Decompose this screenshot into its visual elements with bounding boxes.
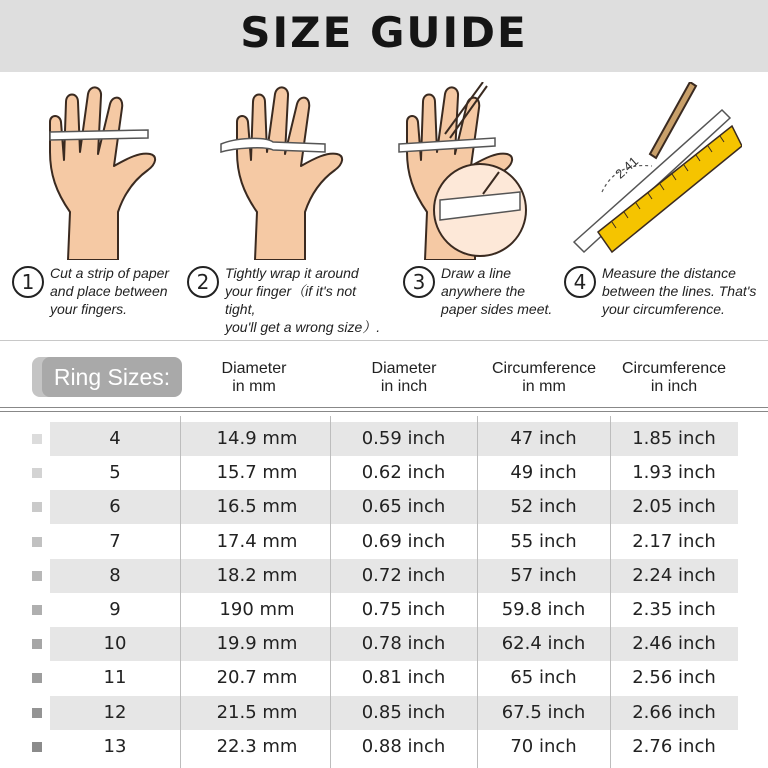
cell-circumference-inch: 2.24 inch (632, 564, 716, 586)
header-diameter-inch: Diameter in inch (371, 360, 437, 395)
table-row (0, 456, 768, 490)
cell-circumference-inch: 2.46 inch (632, 633, 716, 655)
cell-diameter-inch: 0.88 inch (361, 735, 446, 757)
ruler-measurement-label: 2.41 (612, 153, 642, 182)
cell-diameter-inch: 0.62 inch (361, 462, 446, 484)
cell-circumference-mm: 55 inch (510, 530, 577, 552)
cell-circumference-mm: 67.5 inch (501, 701, 586, 723)
cell-ring-size: 6 (109, 496, 121, 518)
table-row (0, 661, 768, 695)
cell-circumference-inch: 1.93 inch (632, 462, 716, 484)
cell-diameter-inch: 0.75 inch (361, 599, 446, 620)
cell-circumference-inch: 2.05 inch (632, 496, 716, 518)
cell-diameter-inch: 0.78 inch (361, 633, 446, 655)
cell-ring-size: 13 (103, 735, 127, 757)
cell-ring-size: 12 (103, 701, 127, 723)
header-circumference-inch: Circumference in inch (621, 360, 727, 395)
step-1-number: 1 (12, 266, 44, 298)
column-separator (330, 416, 331, 768)
cell-diameter-inch: 0.69 inch (361, 530, 446, 552)
cell-ring-size: 10 (103, 633, 127, 655)
cell-circumference-mm: 47 inch (510, 428, 577, 449)
cell-circumference-mm: 49 inch (510, 462, 577, 484)
table-row (0, 627, 768, 661)
cell-circumference-mm: 57 inch (510, 564, 577, 586)
column-separator (477, 416, 478, 768)
cell-diameter-mm: 21.5 mm (216, 701, 298, 723)
cell-circumference-inch: 2.35 inch (632, 599, 716, 620)
cell-diameter-inch: 0.85 inch (361, 701, 446, 723)
cell-diameter-inch: 0.81 inch (361, 667, 446, 689)
row-marker (32, 639, 42, 649)
cell-circumference-inch: 2.17 inch (632, 530, 716, 552)
row-marker (32, 605, 42, 615)
cell-diameter-mm: 14.9 mm (216, 428, 298, 449)
cell-circumference-mm: 59.8 inch (501, 599, 586, 620)
table-row (0, 525, 768, 559)
row-marker (32, 468, 42, 478)
cell-diameter-mm: 17.4 mm (216, 530, 298, 552)
cell-circumference-inch: 1.85 inch (632, 428, 716, 449)
column-separator (180, 416, 181, 768)
cell-diameter-mm: 19.9 mm (216, 633, 298, 655)
step-2-illustration (215, 82, 385, 260)
cell-diameter-mm: 22.3 mm (216, 735, 298, 757)
cell-circumference-mm: 52 inch (510, 496, 577, 518)
step-1-caption (12, 264, 192, 324)
cell-circumference-mm: 70 inch (510, 735, 577, 757)
ring-sizes-label: Ring Sizes: (42, 357, 182, 397)
cell-circumference-inch: 2.66 inch (632, 701, 716, 723)
page-title: SIZE GUIDE (240, 8, 528, 57)
cell-ring-size: 7 (109, 530, 121, 552)
ring-sizes-badge (32, 357, 182, 397)
row-marker (32, 434, 42, 444)
cell-circumference-inch: 2.76 inch (632, 735, 716, 757)
table-header-rule (0, 407, 768, 408)
row-marker (32, 742, 42, 752)
row-marker (32, 571, 42, 581)
step-3-text: Draw a line anywhere the paper sides meet. (441, 265, 553, 317)
table-row (0, 593, 768, 627)
cell-diameter-mm: 20.7 mm (216, 667, 298, 689)
row-marker (32, 673, 42, 683)
step-3-number: 3 (403, 266, 435, 298)
header-diameter-mm: Diameter in mm (221, 360, 287, 395)
column-separator (610, 416, 611, 768)
cell-diameter-inch: 0.65 inch (361, 496, 446, 518)
step-3-caption (403, 264, 563, 324)
table-row (0, 730, 768, 764)
cell-circumference-mm: 62.4 inch (501, 633, 586, 655)
step-2-number: 2 (187, 266, 219, 298)
table-row (0, 696, 768, 730)
cell-ring-size: 11 (103, 667, 127, 689)
cell-circumference-inch: 2.56 inch (632, 667, 716, 689)
table-row (0, 559, 768, 593)
step-2-caption (187, 264, 387, 335)
row-marker (32, 502, 42, 512)
step-2-text: Tightly wrap it around your finger（if it's not tight, you'll get a wrong size）. (225, 265, 381, 335)
table-row (0, 422, 768, 456)
step-1-illustration (28, 82, 198, 260)
section-divider (0, 340, 768, 341)
table-header-rule-secondary (0, 411, 768, 412)
cell-ring-size: 8 (109, 564, 121, 586)
step-4-number: 4 (564, 266, 596, 298)
step-1-text: Cut a strip of paper and place between your fingers. (50, 265, 170, 317)
cell-diameter-inch: 0.72 inch (361, 564, 446, 586)
table-row (0, 490, 768, 524)
row-marker (32, 708, 42, 718)
row-marker (32, 537, 42, 547)
cell-ring-size: 4 (109, 428, 121, 449)
header-bar (0, 0, 768, 72)
cell-diameter-inch: 0.59 inch (361, 428, 446, 449)
cell-diameter-mm: 18.2 mm (216, 564, 298, 586)
step-4-caption (564, 264, 764, 324)
cell-circumference-mm: 65 inch (510, 667, 577, 689)
step-3-illustration (395, 82, 565, 260)
cell-ring-size: 5 (109, 462, 121, 484)
step-4-illustration (572, 82, 742, 260)
header-circumference-mm: Circumference in mm (491, 360, 597, 395)
cell-diameter-mm: 190 mm (219, 599, 295, 620)
cell-ring-size: 9 (109, 599, 121, 620)
step-4-text: Measure the distance between the lines. That's your circumference. (602, 265, 757, 317)
cell-diameter-mm: 16.5 mm (216, 496, 298, 518)
cell-diameter-mm: 15.7 mm (216, 462, 298, 484)
